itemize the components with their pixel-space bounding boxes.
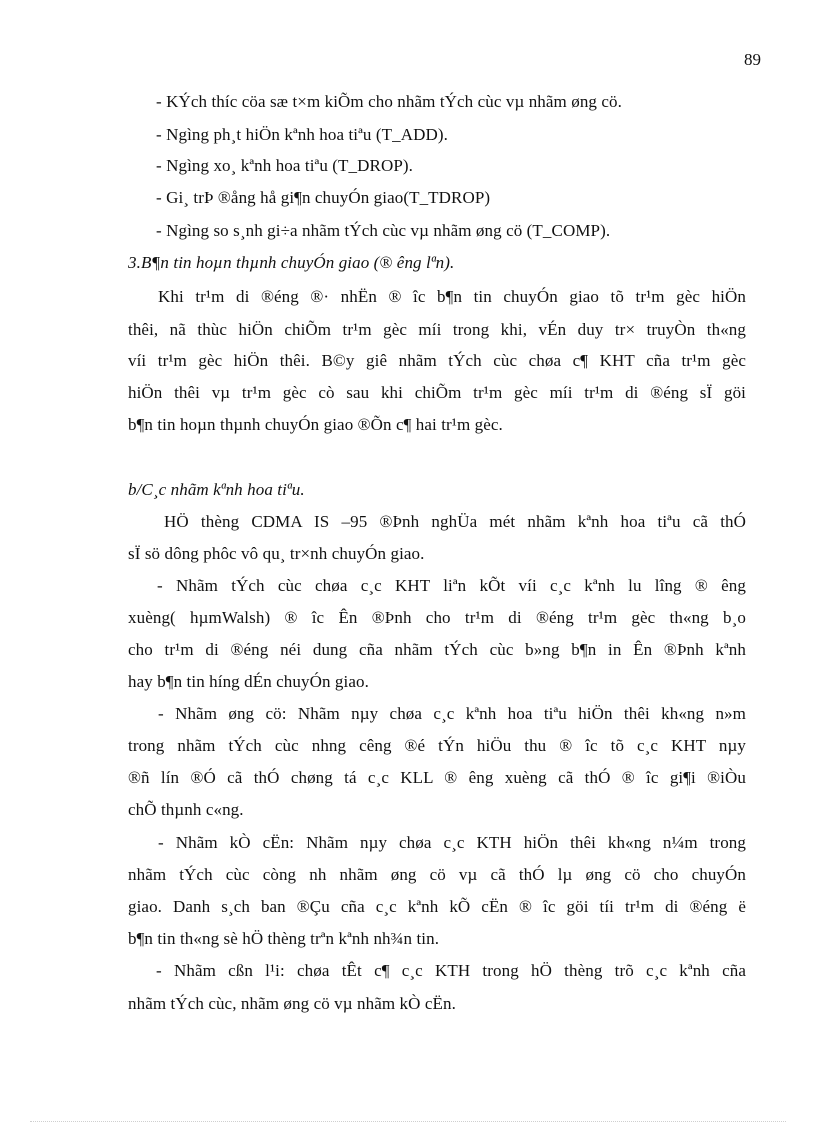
- page-number: 89: [744, 50, 761, 69]
- paragraph-line: b¶n tin th«ng sè hÖ thèng trªn kªnh nh¾n tin.: [128, 929, 440, 948]
- paragraph-line: thêi, nã thùc hiÖn chiÕm tr¹m gèc míi trong khi, vÉn duy tr× truyÒn th«ng: [128, 320, 746, 339]
- paragraph-line: - Nhãm cßn l¹i: chøa tÊt c¶ c¸c KTH trong hÖ thèng trõ c¸c kªnh cña: [156, 961, 746, 980]
- paragraph-line: sÏ sö dông phôc vô qu¸ tr×nh chuyÓn giao.: [128, 544, 425, 563]
- list-item: - Ngìng ph¸t hiÖn kªnh hoa tiªu (T_ADD).: [156, 125, 448, 144]
- paragraph-line: - Nhãm tÝch cùc chøa c¸c KHT liªn kÕt víi c¸c kªnh lu lîng ® êng: [157, 576, 746, 595]
- paragraph-line: cho tr¹m di ®éng néi dung cña nhãm tÝch cùc b»ng b¶n in Ên ®Þnh kªnh: [128, 640, 746, 659]
- section-heading-handoff-complete: 3.B¶n tin hoµn thµnh chuyÓn giao (® êng lªn).: [128, 253, 455, 272]
- paragraph-line: giao. Danh s¸ch ban ®Çu cña c¸c kªnh kÕ cËn ® îc göi tíi tr¹m di ®éng ë: [128, 897, 746, 916]
- paragraph-line: nhãm tÝch cùc, nhãm øng cö vµ nhãm kÒ cËn.: [128, 994, 456, 1013]
- list-item: - KÝch thíc cöa sæ t×m kiÕm cho nhãm tÝch cùc vµ nhãm øng cö.: [156, 92, 622, 111]
- paragraph-line: HÖ thèng CDMA IS –95 ®Þnh nghÜa mét nhãm kªnh hoa tiªu cã thÓ: [164, 512, 746, 531]
- paragraph-line: b¶n tin hoµn thµnh chuyÓn giao ®Õn c¶ hai tr¹m gèc.: [128, 415, 503, 434]
- paragraph-line: nhãm tÝch cùc còng nh nhãm øng cö vµ cã thÓ lµ øng cö cho chuyÓn: [128, 865, 746, 884]
- paragraph-line: chÕ thµnh c«ng.: [128, 800, 244, 819]
- paragraph-line: xuèng( hµmWalsh) ® îc Ên ®Þnh cho tr¹m di ®éng tr¹m gèc th«ng b¸o: [128, 608, 746, 627]
- paragraph-line: - Nhãm kÒ cËn: Nhãm nµy chøa c¸c KTH hiÖn thêi kh«ng n¼m trong: [158, 833, 746, 852]
- list-item: - Gi¸ trÞ ®ång hå gi¶n chuyÓn giao(T_TDROP): [156, 188, 491, 207]
- paragraph-line: Khi tr¹m di ®éng ®· nhËn ® îc b¶n tin chuyÓn giao tõ tr¹m gèc hiÖn: [158, 287, 746, 306]
- footer-dotted-rule: [30, 1121, 786, 1122]
- paragraph-line: ®ñ lín ®Ó cã thÓ chøng tá c¸c KLL ® êng xuèng cã thÓ ® îc gi¶i ®iÒu: [128, 768, 746, 787]
- paragraph-line: hiÖn thêi vµ tr¹m gèc cò sau khi chiÕm tr¹m gèc míi tr¹m di ®éng sÏ göi: [128, 383, 746, 402]
- paragraph-line: - Nhãm øng cö: Nhãm nµy chøa c¸c kªnh hoa tiªu hiÖn thêi kh«ng n»m: [158, 704, 746, 723]
- paragraph-line: víi tr¹m gèc hiÖn thêi. B©y giê nhãm tÝch cùc chøa c¶ KHT cña tr¹m gèc: [128, 351, 746, 370]
- list-item: - Ngìng so s¸nh gi÷a nhãm tÝch cùc vµ nhãm øng cö (T_COMP).: [156, 221, 611, 240]
- list-item: - Ngìng xo¸ kªnh hoa tiªu (T_DROP).: [156, 156, 413, 175]
- paragraph-line: trong nhãm tÝch cùc nhng cêng ®é tÝn hiÖu thu ® îc tõ c¸c KHT nµy: [128, 736, 746, 755]
- paragraph-line: hay b¶n tin híng dÉn chuyÓn giao.: [128, 672, 369, 691]
- section-heading-pilot-sets: b/C¸c nhãm kªnh hoa tiªu.: [128, 480, 305, 499]
